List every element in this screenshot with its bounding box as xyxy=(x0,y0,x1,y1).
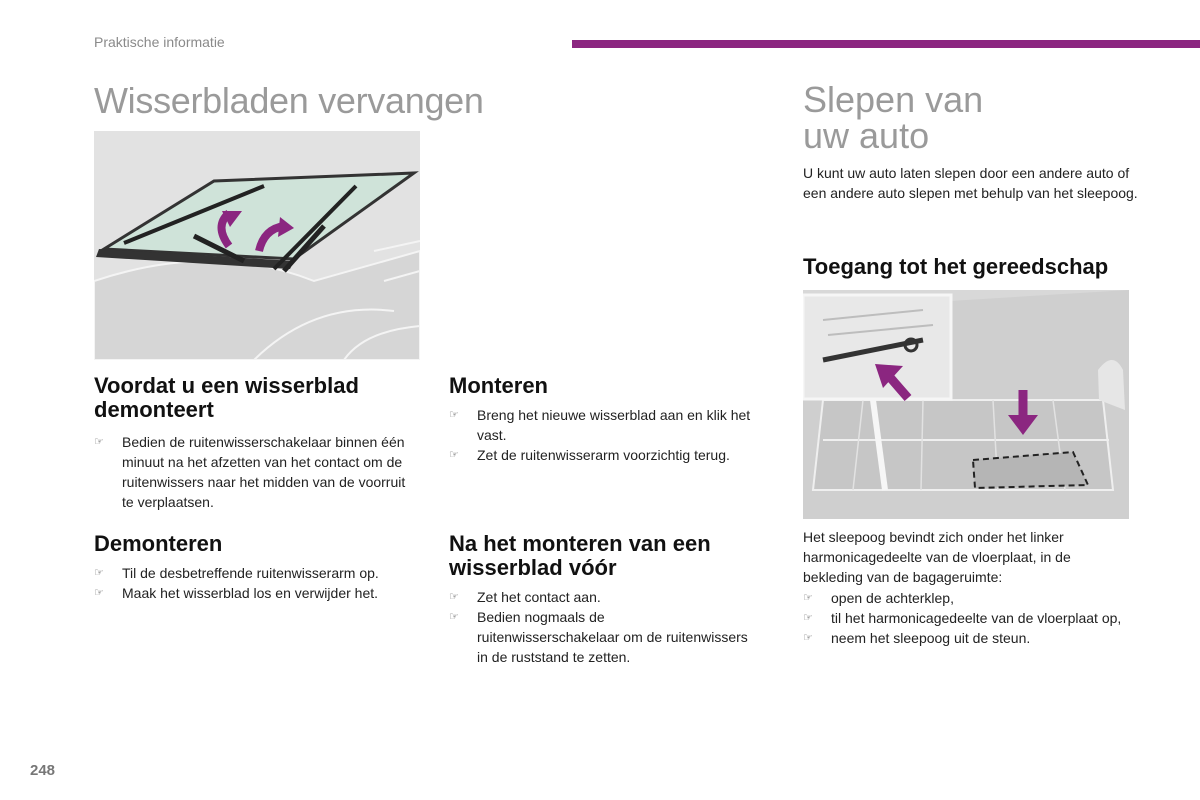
heading-tools-access: Toegang tot het gereedschap xyxy=(803,254,1109,279)
list-item: ☞ Maak het wisserblad los en verwijder het. xyxy=(94,585,379,601)
trunk-illustration xyxy=(803,290,1129,519)
list-item: ☞ Zet het contact aan. xyxy=(449,589,601,605)
windshield-drawing xyxy=(94,131,420,360)
list-remove xyxy=(94,563,419,603)
pointing-hand-icon: ☞ xyxy=(94,587,104,599)
towing-title xyxy=(803,79,1163,156)
trunk-drawing xyxy=(803,290,1129,519)
page-number: 248 xyxy=(30,762,56,779)
pointing-hand-icon: ☞ xyxy=(803,592,813,604)
pointing-hand-icon: ☞ xyxy=(94,436,104,448)
section-label: Praktische informatie xyxy=(94,34,225,50)
list-mount xyxy=(449,405,769,465)
towing-title-line-1: Slepen van xyxy=(803,79,984,120)
pointing-hand-icon: ☞ xyxy=(94,567,104,579)
list-item: ☞ open de achterklep, xyxy=(803,590,954,606)
list-after-mount xyxy=(449,587,749,667)
heading-after-mount: Na het monteren van een wisserblad vóór xyxy=(449,531,711,580)
heading-remove: Demonteren xyxy=(94,531,223,556)
list-item: ☞ til het harmonicagedeelte van de vloerplaat op, xyxy=(803,610,1122,626)
heading-mount: Monteren xyxy=(449,373,548,398)
page-title: Wisserbladen vervangen xyxy=(94,80,484,121)
windshield-illustration xyxy=(94,131,420,360)
list-item: ☞ Til de desbetreffende ruitenwisserarm op. xyxy=(94,565,379,581)
pointing-hand-icon: ☞ xyxy=(803,632,813,644)
heading-before-removal: Voordat u een wisserblad demonteert xyxy=(94,373,359,422)
list-item: ☞ Bedien nogmaals de ruitenwisserschakelaar om de ruitenwissers in de ruststand te zetten. xyxy=(449,609,748,665)
pointing-hand-icon: ☞ xyxy=(803,612,813,624)
list-before-removal xyxy=(94,432,419,512)
pointing-hand-icon: ☞ xyxy=(449,591,459,603)
pointing-hand-icon: ☞ xyxy=(449,611,459,623)
pointing-hand-icon: ☞ xyxy=(449,409,459,421)
list-tools xyxy=(803,588,1138,648)
list-item: ☞ neem het sleepoog uit de steun. xyxy=(803,630,1031,646)
towing-intro: U kunt uw auto laten slepen door een andere auto of een andere auto slepen met behulp van het sleepoog. xyxy=(803,165,1138,201)
list-item: ☞ Breng het nieuwe wisserblad aan en klik het vast. xyxy=(449,407,751,443)
list-item: ☞ Bedien de ruitenwisserschakelaar binnen één minuut na het afzetten van het contact om de ruitenwissers naar het midden van de voorruit te verplaatsen. xyxy=(94,434,406,510)
list-item: ☞ Zet de ruitenwisserarm voorzichtig terug. xyxy=(449,447,730,463)
accent-bar xyxy=(572,40,1200,48)
towing-title-line-2: uw auto xyxy=(803,115,930,156)
pointing-hand-icon: ☞ xyxy=(449,449,459,461)
tools-description: Het sleepoog bevindt zich onder het linker harmonicagedeelte van de vloerplaat, in de bekleding van de bagageruimte: xyxy=(803,529,1071,585)
